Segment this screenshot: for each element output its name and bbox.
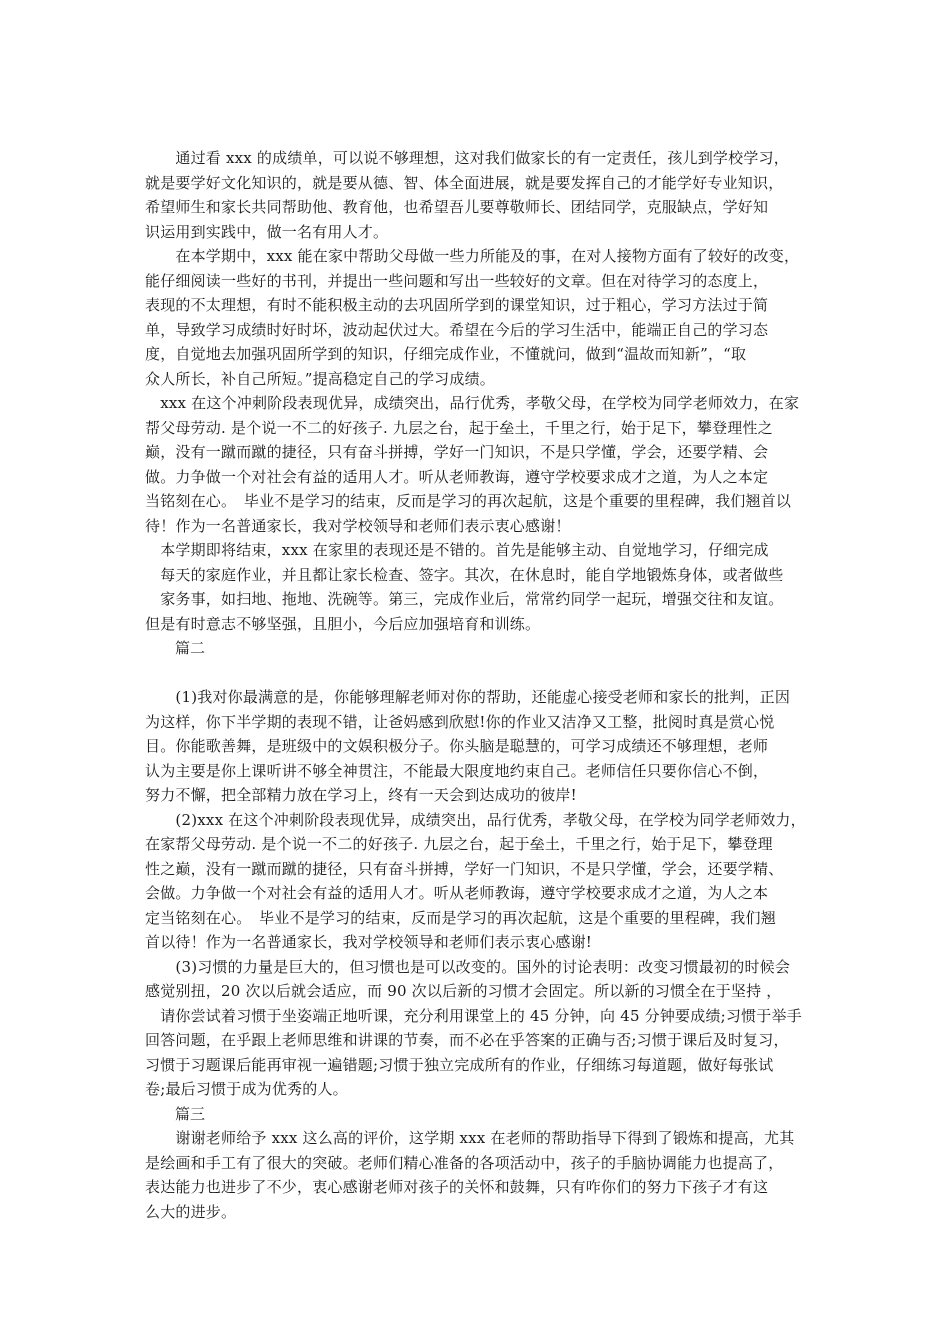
text-line: 在家帮父母劳动. 是个说一不二的好孩子. 九层之台，起于垒土，千里之行，始于足下，攀登理 bbox=[145, 835, 773, 853]
text-line: 但是有时意志不够坚强，且胆小，今后应加强培育和训练。 bbox=[145, 614, 541, 633]
text-line: 就是要学好文化知识的，就是要从德、智、体全面进展，就是要发挥自己的才能学好专业知识， bbox=[145, 173, 784, 192]
text-line: 巅，没有一蹴而蹴的捷径，只有奋斗拼搏，学好一门知识，不是只学懂，学会，还要学精、会 bbox=[145, 443, 769, 461]
text-line: 认为主要是你上课听讲不够全神贯注，不能最大限度地约束自己。老师信任只要你信心不倒， bbox=[145, 761, 769, 780]
text-line: 在本学期中，xxx 能在家中帮助父母做一些力所能及的事，在对人接物方面有了较好的改变， bbox=[145, 247, 800, 265]
section-part-2 bbox=[145, 685, 809, 1102]
text-line: 本学期即将结束，xxx 在家里的表现还是不错的。首先是能够主动、自觉地学习，仔细完成 bbox=[145, 541, 769, 559]
text-line: 性之巅，没有一蹴而蹴的捷径，只有奋斗拼搏，学好一门知识，不是只学懂，学会，还要学精、 bbox=[145, 859, 784, 878]
paragraph bbox=[145, 1126, 809, 1224]
text-line: 希望师生和家长共同帮助他、教育他，也希望吾儿要尊敬师长、团结同学，克服缺点，学好知 bbox=[145, 198, 769, 216]
text-line: 谢谢老师给予 xxx 这么高的评价，这学期 xxx 在老师的帮助指导下得到了锻炼和提高，尤其 bbox=[145, 1129, 795, 1147]
text-line: 单，导致学习成绩时好时坏，波动起伏过大。希望在今后的学习生活中，能端正自己的学习态 bbox=[145, 320, 769, 339]
paragraph bbox=[145, 244, 809, 391]
text-line: 能仔细阅读一些好的书刊，并提出一些问题和写出一些较好的文章。但在对待学习的态度上， bbox=[145, 271, 769, 290]
text-line: xxx 在这个冲刺阶段表现优异，成绩突出，品行优秀，孝敬父母，在学校为同学老师效力，在家 bbox=[145, 394, 800, 412]
text-line: 习惯于习题课后能再审视一遍错题;习惯于独立完成所有的作业，仔细练习每道题，做好每张试 bbox=[145, 1055, 774, 1074]
text-line: 回答问题，在乎跟上老师思维和讲课的节奏，而不必在乎答案的正确与否;习惯于课后及时复习， bbox=[145, 1031, 789, 1049]
text-line: 目。你能歌善舞，是班级中的文娱积极分子。你头脑是聪慧的，可学习成绩还不够理想，老师 bbox=[145, 737, 769, 755]
text-line: 为这样，你下半学期的表现不错，让爸妈感到欣慰!你的作业又洁净又工整，批阅时真是赏心悦 bbox=[145, 712, 775, 731]
text-line: 家务事，如扫地、拖地、洗碗等。第三，完成作业后，常常约同学一起玩，增强交往和友谊。 bbox=[145, 590, 784, 608]
text-line: (3)习惯的力量是巨大的，但习惯也是可以改变的。国外的讨论表明：改变习惯最初的时候会 bbox=[145, 957, 791, 976]
paragraph bbox=[145, 146, 809, 244]
paragraph bbox=[145, 685, 809, 808]
text-line: (1)我对你最满意的是，你能够理解老师对你的帮助，还能虚心接受老师和家长的批判，正因 bbox=[145, 688, 791, 706]
text-line: 是绘画和手工有了很大的突破。老师们精心准备的各项活动中，孩子的手脑协调能力也提高了， bbox=[145, 1153, 784, 1172]
paragraph bbox=[145, 538, 809, 636]
paragraph bbox=[145, 808, 809, 955]
text-line: 卷;最后习惯于成为优秀的人。 bbox=[145, 1080, 348, 1098]
paragraph bbox=[145, 391, 809, 538]
text-line: 度，自觉地去加强巩固所学到的知识，仔细完成作业，不懂就问，做到“温故而知新”，“取 bbox=[145, 345, 747, 363]
section-part-3 bbox=[145, 1126, 809, 1224]
text-line: 表达能力也进步了不少，衷心感谢老师对孩子的关怀和鼓舞，只有咋你们的努力下孩子才有这 bbox=[145, 1178, 769, 1196]
section-heading-3: 篇三 bbox=[145, 1104, 206, 1123]
text-line: 识运用到实践中，做一名有用人才。 bbox=[145, 222, 389, 241]
text-line: 众人所长，补自己所短。”提高稳定自己的学习成绩。 bbox=[145, 369, 495, 388]
text-line: 每天的家庭作业，并且都让家长检查、签字。其次，在休息时，能自学地锻炼身体，或者做些 bbox=[145, 565, 784, 584]
text-line: 么大的进步。 bbox=[145, 1202, 237, 1221]
text-line: 表现的不太理想，有时不能积极主动的去巩固所学到的课堂知识，过于粗心，学习方法过于简 bbox=[145, 296, 769, 314]
text-line: 待！作为一名普通家长，我对学校领导和老师们表示衷心感谢！ bbox=[145, 516, 571, 535]
text-line: 努力不懈，把全部精力放在学习上，终有一天会到达成功的彼岸! bbox=[145, 786, 577, 804]
text-line: 首以待！作为一名普通家长，我对学校领导和老师们表示衷心感谢! bbox=[145, 933, 593, 951]
text-line: 通过看 xxx 的成绩单，可以说不够理想，这对我们做家长的有一定责任，孩儿到学校学习， bbox=[145, 149, 789, 167]
document-page bbox=[145, 146, 809, 1224]
section-part-1 bbox=[145, 146, 809, 636]
text-line: 会做。力争做一个对社会有益的适用人才。听从老师教诲，遵守学校要求成才之道，为人之本 bbox=[145, 884, 769, 902]
text-line: 当铭刻在心。 毕业不是学习的结束，反而是学习的再次起航，这是个重要的里程碑，我们翘首以 bbox=[145, 492, 792, 510]
text-line: 做。力争做一个对社会有益的适用人才。听从老师教诲，遵守学校要求成才之道，为人之本定 bbox=[145, 467, 769, 486]
paragraph bbox=[145, 955, 809, 1102]
section-heading-2: 篇二 bbox=[145, 639, 206, 657]
blank-line bbox=[145, 661, 809, 686]
text-line: 定当铭刻在心。 毕业不是学习的结束，反而是学习的再次起航，这是个重要的里程碑，我们翘 bbox=[145, 908, 776, 927]
text-line: 感觉别扭，20 次以后就会适应，而 90 次以后新的习惯才会固定。所以新的习惯全在于坚持 ， bbox=[145, 982, 782, 1000]
text-line: 请你尝试着习惯于坐姿端正地听课，充分利用课堂上的 45 分钟，向 45 分钟要成绩;习惯于举手 bbox=[145, 1006, 802, 1025]
text-line: (2)xxx 在这个冲刺阶段表现优异，成绩突出，品行优秀，孝敬父母，在学校为同学老师效力， bbox=[145, 810, 806, 829]
text-line: 帮父母劳动. 是个说一不二的好孩子. 九层之台，起于垒土，千里之行，始于足下，攀登理性之 bbox=[145, 418, 773, 437]
